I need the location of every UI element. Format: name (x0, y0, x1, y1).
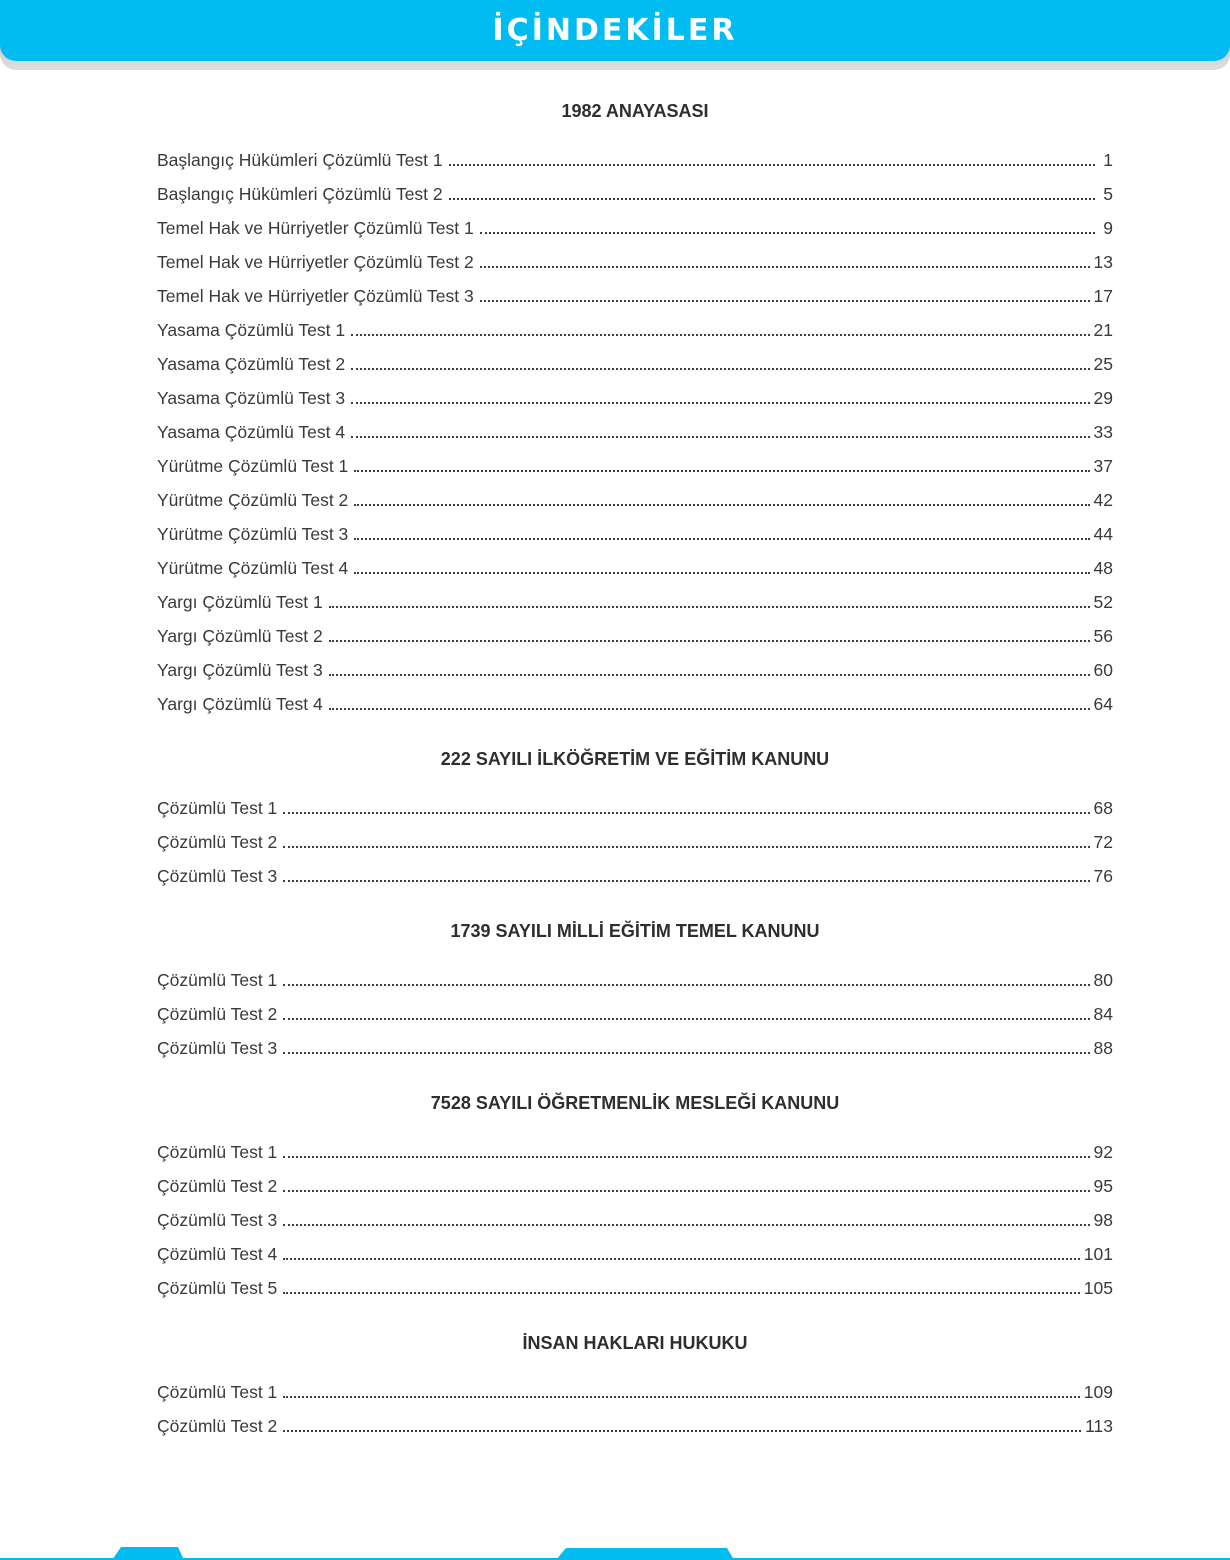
entry-label: Başlangıç Hükümleri Çözümlü Test 1 (157, 149, 443, 170)
dot-leader (283, 1156, 1089, 1158)
entry-label: Çözümlü Test 3 (157, 1209, 278, 1230)
dot-leader (329, 640, 1090, 642)
page-number: 84 (1093, 1003, 1113, 1024)
toc-row (157, 374, 1113, 408)
toc-row (157, 510, 1113, 544)
dot-leader (283, 1052, 1089, 1054)
dot-leader (351, 402, 1089, 404)
dot-leader (283, 1292, 1080, 1294)
dot-leader (480, 300, 1090, 302)
toc-section (157, 748, 1113, 886)
page-number: 37 (1093, 455, 1113, 476)
toc-sections (0, 74, 1230, 1436)
page-number: 109 (1083, 1381, 1113, 1402)
page-number: 33 (1093, 421, 1113, 442)
dot-leader (354, 504, 1089, 506)
dot-leader (354, 538, 1089, 540)
dot-leader (283, 1258, 1080, 1260)
section-heading: 7528 SAYILI ÖĞRETMENLİK MESLEĞİ KANUNU (430, 1093, 840, 1113)
toc-row (157, 408, 1113, 442)
entry-label: Yasama Çözümlü Test 4 (157, 421, 346, 442)
page-number: 64 (1093, 693, 1113, 714)
entry-label: Çözümlü Test 4 (157, 1243, 278, 1264)
entry-label: Yürütme Çözümlü Test 3 (157, 523, 349, 544)
toc-row (157, 1264, 1113, 1298)
section-heading: 222 SAYILI İLKÖĞRETİM VE EĞİTİM KANUNU (440, 749, 830, 769)
page-number: 9 (1103, 217, 1113, 238)
page-number: 76 (1093, 865, 1113, 886)
toc-row (157, 956, 1113, 990)
entry-label: Çözümlü Test 3 (157, 1037, 278, 1058)
toc-row (157, 578, 1113, 612)
dot-leader (283, 880, 1089, 882)
dot-leader (283, 1018, 1089, 1020)
toc-row (157, 1368, 1113, 1402)
page-number: 56 (1093, 625, 1113, 646)
dot-leader (351, 334, 1089, 336)
dot-leader (480, 232, 1095, 234)
entry-label: Çözümlü Test 1 (157, 1381, 278, 1402)
toc-section (157, 1332, 1113, 1436)
toc-row (157, 442, 1113, 476)
dot-leader (283, 1396, 1080, 1398)
page-number: 13 (1093, 251, 1113, 272)
toc-row (157, 818, 1113, 852)
entry-label: Temel Hak ve Hürriyetler Çözümlü Test 1 (157, 217, 474, 238)
entry-label: Temel Hak ve Hürriyetler Çözümlü Test 2 (157, 251, 474, 272)
page-number: 21 (1093, 319, 1113, 340)
page-number: 113 (1085, 1415, 1113, 1436)
dot-leader (283, 1190, 1089, 1192)
entry-label: Yargı Çözümlü Test 2 (157, 625, 323, 646)
toc-row (157, 238, 1113, 272)
section-heading: 1982 ANAYASASI (561, 101, 709, 121)
dot-leader (283, 984, 1089, 986)
dot-leader (354, 470, 1089, 472)
toc-row (157, 136, 1113, 170)
header-bar (0, 0, 1230, 74)
toc-row (157, 852, 1113, 886)
toc-row (157, 306, 1113, 340)
toc-row (157, 784, 1113, 818)
section-heading: İNSAN HAKLARI HUKUKU (522, 1333, 748, 1353)
page-number: 17 (1093, 285, 1113, 306)
page-number: 60 (1093, 659, 1113, 680)
toc-row (157, 1024, 1113, 1058)
page-number: 95 (1093, 1175, 1113, 1196)
entry-label: Çözümlü Test 5 (157, 1277, 278, 1298)
dot-leader (351, 368, 1089, 370)
toc-row (157, 1402, 1113, 1436)
page-number: 48 (1093, 557, 1113, 578)
entry-label: Yürütme Çözümlü Test 1 (157, 455, 349, 476)
header-bar-face (0, 0, 1230, 61)
toc-section (157, 100, 1113, 714)
toc-row (157, 272, 1113, 306)
entry-label: Çözümlü Test 2 (157, 831, 278, 852)
entry-label: Yasama Çözümlü Test 3 (157, 387, 346, 408)
toc-section (157, 1092, 1113, 1298)
dot-leader (283, 1430, 1081, 1432)
entry-label: Çözümlü Test 3 (157, 865, 278, 886)
page-number: 42 (1093, 489, 1113, 510)
page-number: 105 (1083, 1277, 1113, 1298)
page-number: 101 (1083, 1243, 1113, 1264)
page-number: 92 (1093, 1141, 1113, 1162)
dot-leader (351, 436, 1089, 438)
entry-label: Çözümlü Test 1 (157, 797, 278, 818)
dot-leader (354, 572, 1089, 574)
dot-leader (283, 846, 1089, 848)
dot-leader (329, 674, 1090, 676)
entry-label: Çözümlü Test 2 (157, 1175, 278, 1196)
dot-leader (329, 606, 1090, 608)
toc-row (157, 544, 1113, 578)
toc-row (157, 990, 1113, 1024)
entry-label: Çözümlü Test 2 (157, 1415, 278, 1436)
entry-label: Yürütme Çözümlü Test 2 (157, 489, 349, 510)
entry-label: Yürütme Çözümlü Test 4 (157, 557, 349, 578)
entry-label: Yasama Çözümlü Test 2 (157, 353, 346, 374)
page-number: 80 (1093, 969, 1113, 990)
entry-label: Çözümlü Test 2 (157, 1003, 278, 1024)
toc-row (157, 680, 1113, 714)
page-number: 44 (1093, 523, 1113, 544)
page-number: 29 (1093, 387, 1113, 408)
dot-leader (480, 266, 1090, 268)
page-number: 98 (1093, 1209, 1113, 1230)
dot-leader (283, 1224, 1089, 1226)
toc-row (157, 612, 1113, 646)
toc-row (157, 1162, 1113, 1196)
page-number: 5 (1103, 183, 1113, 204)
toc-section (157, 920, 1113, 1058)
toc-row (157, 1128, 1113, 1162)
section-heading: 1739 SAYILI MİLLİ EĞİTİM TEMEL KANUNU (450, 921, 820, 941)
toc-row (157, 1196, 1113, 1230)
page-number: 1 (1103, 149, 1113, 170)
entry-label: Çözümlü Test 1 (157, 1141, 278, 1162)
toc-row (157, 204, 1113, 238)
entry-label: Yargı Çözümlü Test 1 (157, 591, 323, 612)
dot-leader (449, 198, 1095, 200)
page-number: 72 (1093, 831, 1113, 852)
toc-row (157, 170, 1113, 204)
dot-leader (449, 164, 1095, 166)
toc-row (157, 646, 1113, 680)
page-number: 25 (1093, 353, 1113, 374)
toc-row (157, 476, 1113, 510)
entry-label: Yasama Çözümlü Test 1 (157, 319, 346, 340)
page-number: 88 (1093, 1037, 1113, 1058)
entry-label: Çözümlü Test 1 (157, 969, 278, 990)
page-title: İÇİNDEKİLER (492, 13, 738, 48)
dot-leader (329, 708, 1090, 710)
entry-label: Temel Hak ve Hürriyetler Çözümlü Test 3 (157, 285, 474, 306)
toc-row (157, 340, 1113, 374)
toc-row (157, 1230, 1113, 1264)
entry-label: Yargı Çözümlü Test 4 (157, 693, 323, 714)
entry-label: Yargı Çözümlü Test 3 (157, 659, 323, 680)
page-number: 52 (1093, 591, 1113, 612)
dot-leader (283, 812, 1089, 814)
page-number: 68 (1093, 797, 1113, 818)
entry-label: Başlangıç Hükümleri Çözümlü Test 2 (157, 183, 443, 204)
